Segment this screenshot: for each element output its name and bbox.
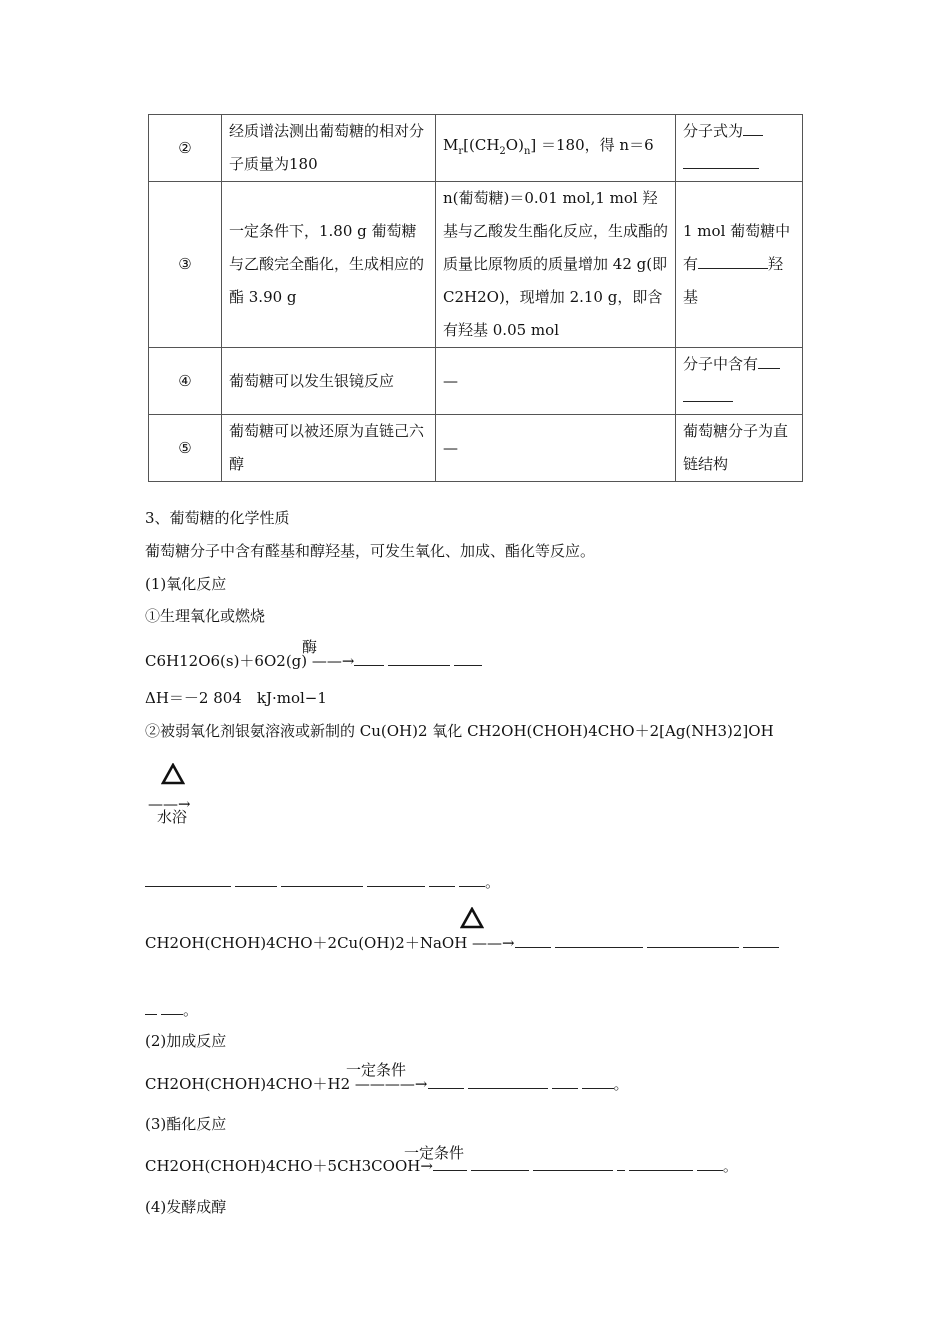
table-row xyxy=(149,415,803,482)
row-number: ② xyxy=(149,115,222,182)
answer-blank[interactable] xyxy=(145,872,231,887)
experiment-cell: 一定条件下，1.80 g 葡萄糖与乙酸完全酯化，生成相应的酯 3.90 g xyxy=(222,182,436,348)
equation-esterification: CH2OH(CHOH)4CHO＋5CH3COOH→ 。 xyxy=(145,1157,738,1175)
answer-blank[interactable] xyxy=(459,872,485,887)
answer-blank[interactable] xyxy=(235,872,277,887)
answer-line: 。 xyxy=(145,1000,198,1020)
answer-blank[interactable] xyxy=(161,1000,183,1015)
conclusion-cell: 分子式为 xyxy=(676,115,803,182)
section-title: 3、葡萄糖的化学性质 xyxy=(145,509,290,527)
subheading-fermentation: (4)发酵成醇 xyxy=(145,1198,227,1216)
subheading-esterification: (3)酯化反应 xyxy=(145,1115,227,1133)
answer-blank[interactable] xyxy=(629,1156,693,1171)
experiment-cell: 葡萄糖可以被还原为直链己六醇 xyxy=(222,415,436,482)
row-number: ④ xyxy=(149,348,222,415)
reaction-condition: 一定条件 xyxy=(404,1144,465,1162)
conclusion-cell: 1 mol 葡萄糖中有 羟基 xyxy=(676,182,803,348)
enthalpy-change: ΔH＝－2 804 kJ·mol−1 xyxy=(145,689,327,707)
answer-blank[interactable] xyxy=(428,1074,464,1089)
answer-blank[interactable] xyxy=(145,1000,157,1015)
heat-triangle-icon xyxy=(460,907,484,929)
answer-blank[interactable] xyxy=(743,121,763,136)
answer-blank[interactable] xyxy=(454,651,482,666)
answer-blank[interactable] xyxy=(697,1156,723,1171)
answer-line: 。 xyxy=(145,872,500,892)
answer-blank[interactable] xyxy=(683,387,733,402)
subheading-oxidation: (1)氧化反应 xyxy=(145,575,227,593)
intro-text: 葡萄糖分子中含有醛基和醇羟基，可发生氧化、加成、酯化等反应。 xyxy=(145,542,596,560)
answer-blank[interactable] xyxy=(683,154,759,169)
table-row xyxy=(149,115,803,182)
answer-blank[interactable] xyxy=(429,872,455,887)
answer-blank[interactable] xyxy=(552,1074,578,1089)
answer-blank[interactable] xyxy=(533,1156,613,1171)
subheading-combustion: ①生理氧化或燃烧 xyxy=(145,607,266,625)
answer-blank[interactable] xyxy=(281,872,363,887)
answer-blank[interactable] xyxy=(698,254,768,269)
answer-blank[interactable] xyxy=(582,1074,614,1089)
reaction-condition: 酶 xyxy=(302,638,318,656)
calculation-cell: — xyxy=(436,348,676,415)
experiment-cell: 葡萄糖可以发生银镜反应 xyxy=(222,348,436,415)
equation-combustion: C6H12O6(s)＋6O2(g) ——→ xyxy=(145,651,482,671)
calculation-cell: — xyxy=(436,415,676,482)
answer-blank[interactable] xyxy=(367,872,425,887)
answer-blank[interactable] xyxy=(617,1156,625,1171)
equation-copper-hydroxide: CH2OH(CHOH)4CHO＋2Cu(OH)2＋NaOH ——→ xyxy=(145,933,779,953)
row-number: ⑤ xyxy=(149,415,222,482)
conclusion-cell: 分子中含有 xyxy=(676,348,803,415)
answer-blank[interactable] xyxy=(354,651,384,666)
answer-blank[interactable] xyxy=(758,354,780,369)
structure-table xyxy=(148,114,803,482)
answer-blank[interactable] xyxy=(647,933,739,948)
calculation-cell: $M_r[(CH_2O)_n] =180$，得 n＝6 xyxy=(436,115,676,182)
experiment-cell: 经质谱法测出葡萄糖的相对分子质量为180 xyxy=(222,115,436,182)
answer-blank[interactable] xyxy=(471,1156,529,1171)
table-row xyxy=(149,182,803,348)
table-row xyxy=(149,348,803,415)
answer-blank[interactable] xyxy=(515,933,551,948)
reaction-condition: 水浴 xyxy=(157,808,188,826)
heat-triangle-icon xyxy=(161,763,185,785)
subheading-addition: (2)加成反应 xyxy=(145,1032,227,1050)
answer-blank[interactable] xyxy=(433,1156,467,1171)
answer-blank[interactable] xyxy=(555,933,643,948)
answer-blank[interactable] xyxy=(468,1074,548,1089)
reaction-arrow: ——→ xyxy=(148,795,191,813)
row-number: ③ xyxy=(149,182,222,348)
reaction-condition: 一定条件 xyxy=(346,1061,407,1079)
conclusion-cell: 葡萄糖分子为直链结构 xyxy=(676,415,803,482)
equation-addition: CH2OH(CHOH)4CHO＋H2 ————→ 。 xyxy=(145,1075,629,1093)
calculation-cell: n(葡萄糖)＝0.01 mol,1 mol 羟基与乙酸发生酯化反应，生成酯的质量比原物质的质量增加 42 g(即 C2H2O)，现增加 2.10 g，即含有羟基 0.05 mol xyxy=(436,182,676,348)
subheading-weak-oxidant: ②被弱氧化剂银氨溶液或新制的 Cu(OH)2 氧化 CH2OH(CHOH)4CHO＋2[Ag(NH3)2]OH xyxy=(145,722,774,740)
answer-blank[interactable] xyxy=(388,651,450,666)
answer-blank[interactable] xyxy=(743,933,779,948)
